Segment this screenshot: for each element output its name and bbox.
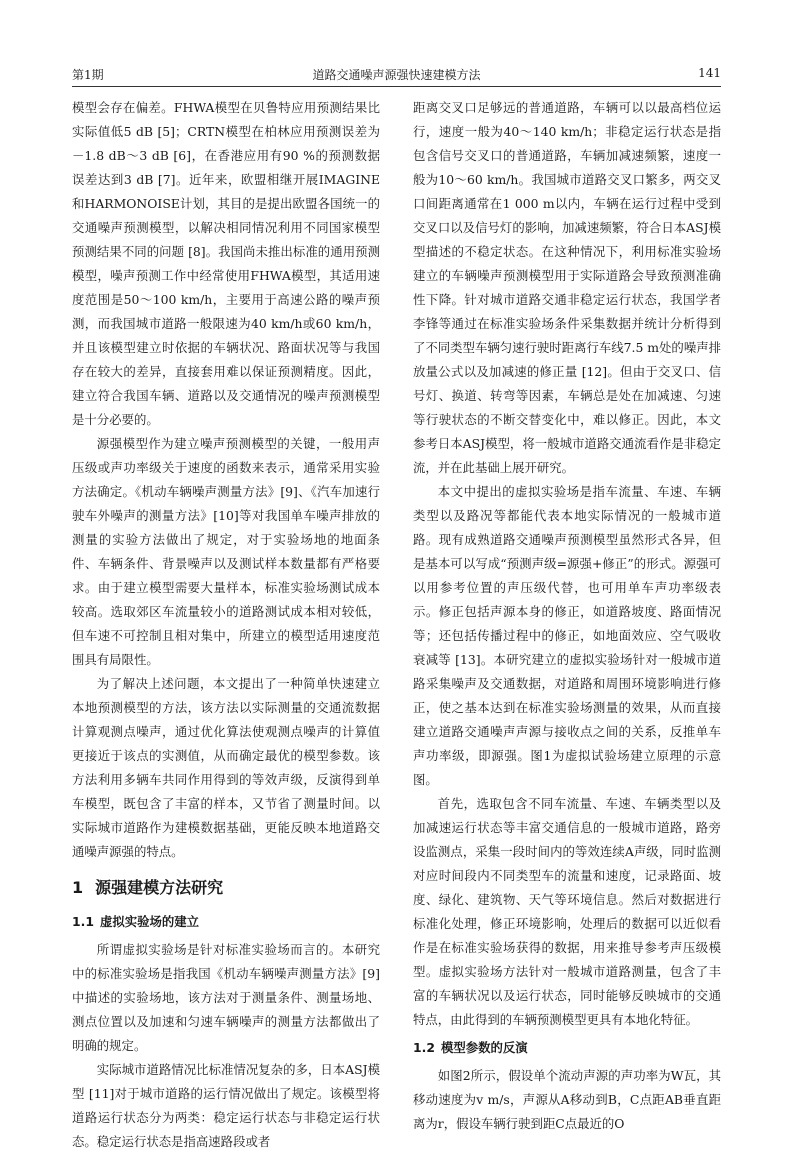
- paragraph: 首先，选取包含不同车流量、车速、车辆类型以及加减速运行状态等丰富交通信息的一般城市道路，路旁设监测点，采集一段时间内的等效连续A声级，同时监测对应时间段内不同类型车的流量和速度，记录路面、坡度、绿化、建筑物、天气等环境信息。然后对数据进行标准化处理，修正环境影响，处理后的数据可以近似看作是在标准实验场获得的数据，用来推导参考声压级模型。虚拟实验场方法针对一般城市道路测量，包含了丰富的车辆状况以及运行状态，同时能够反映城市的交通特点，由此得到的车辆预测模型更具有本地化特征。: [413, 796, 721, 1027]
- paragraph: 源强模型作为建立噪声预测模型的关键，一般用声压级或声功率级关于速度的函数来表示，通常采用实验方法确定。《机动车辆噪声测量方法》[9]、《汽车加速行驶车外噪声的测量方法》[10]等对我国单车噪声排放的测量的实验方法做出了规定，对于实验场地的地面条件、车辆条件、背景噪声以及测试样本数量都有严格要求。由于建立模型需要大量样本，标准实验场测试成本较高。选取郊区车流量较小的道路测试成本相对较低，但车速不可控制且相对集中，所建立的模型适用速度范围具有局限性。: [72, 436, 380, 667]
- section-heading: [72, 876, 380, 900]
- section-title: 源强建模方法研究: [95, 878, 224, 897]
- issue-number: 第1期: [72, 68, 104, 82]
- subsection-heading: [72, 910, 380, 934]
- subsection-number: 1.1: [72, 914, 94, 929]
- running-header: [72, 62, 721, 87]
- paragraph: 所谓虚拟实验场是针对标准实验场而言的。本研究中的标准实验场是指我国《机动车辆噪声测量方法》[9]中描述的实验场地，该方法对于测量条件、测量场地、测点位置以及加速和匀速车辆噪声的测量方法都做出了明确的规定。: [72, 942, 380, 1053]
- right-column: [413, 96, 721, 1136]
- subsection-title: 模型参数的反演: [440, 1040, 528, 1055]
- subsection-number: 1.2: [413, 1040, 435, 1055]
- paragraph: 距离交叉口足够远的普通道路，车辆可以以最高档位运行，速度一般为40～140 km/h；非稳定运行状态是指包含信号交叉口的普通道路，车辆加减速频繁，速度一般为10～60 km/h。我国城市道路交叉口繁多，两交叉口间距离通常在1 000 m以内，车辆在运行过程中受到交叉口以及信号灯的影响，加减速频繁，符合日本ASJ模型描述的不稳定状态。在这种情况下，利用标准实验场建立的车辆噪声预测模型用于实际道路会导致预测准确性下降。针对城市道路交通非稳定运行状态，我国学者李锋等通过在标准实验场条件采集数据并统计分析得到了不同类型车辆匀速行驶时距离行车线7.5 m处的噪声排放量公式以及加减速的修正量 [12]。但由于交叉口、信号灯、换道、转弯等因素，车辆总是处在加减速、匀速等行驶状态的不断交替变化中，难以修正。因此，本文参考日本ASJ模型，将一般城市道路交通流看作是非稳定流，并在此基础上展开研究。: [413, 100, 721, 475]
- section-number: 1: [72, 878, 84, 897]
- running-title: 道路交通噪声源强快速建模方法: [312, 68, 481, 82]
- page-number: 141: [698, 66, 721, 80]
- subsection-heading: [413, 1036, 721, 1060]
- left-column: [72, 96, 380, 1154]
- paragraph: 如图2所示，假设单个流动声源的声功率为W瓦，其移动速度为v m/s，声源从A移动到B，C点距AB垂直距离为r，假设车辆行驶到距C点最近的O: [413, 1068, 721, 1131]
- subsection-title: 虚拟实验场的建立: [99, 914, 200, 929]
- paragraph: 模型会存在偏差。FHWA模型在贝鲁特应用预测结果比实际值低5 dB [5]；CRTN模型在柏林应用预测误差为－1.8 dB～3 dB [6]，在香港应用有90 %的预测数据误差达到3 dB [7]。近年来，欧盟相继开展IMAGINE和HARMONOISE计划，其目的是提出欧盟各国统一的交通噪声预测模型，以解决相同情况利用不同国家模型预测结果不同的问题 [8]。我国尚未推出标准的通用预测模型，噪声预测工作中经常使用FHWA模型，其适用速度范围是50～100 km/h，主要用于高速公路的噪声预测，而我国城市道路一般限速为40 km/h或60 km/h，并且该模型建立时依据的车辆状况、路面状况等与我国存在较大的差异，直接套用难以保证预测精度。因此，建立符合我国车辆、道路以及交通情况的噪声预测模型是十分必要的。: [72, 100, 380, 427]
- paragraph: 为了解决上述问题，本文提出了一种简单快速建立本地预测模型的方法，该方法以实际测量的交通流数据计算观测点噪声，通过优化算法使观测点噪声的计算值更接近于该点的实测值，从而确定最优的模型参数。该方法利用多辆车共同作用得到的等效声级，反演得到单车模型，既包含了丰富的样本，又节省了测量时间。以实际城市道路作为建模数据基础，更能反映本地道路交通噪声源强的特点。: [72, 676, 380, 859]
- paragraph: 本文中提出的虚拟实验场是指车流量、车速、车辆类型以及路况等都能代表本地实际情况的一般城市道路。现有成熟道路交通噪声预测模型虽然形式各异，但是基本可以写成“预测声级=源强+修正”的形式。源强可以用参考位置的声压级代替，也可用单车声功率级表示。修正包括声源本身的修正，如道路坡度、路面情况等；还包括传播过程中的修正，如地面效应、空气吸收衰减等 [13]。本研究建立的虚拟实验场针对一般城市道路采集噪声及交通数据，对道路和周围环境影响进行修正，使之基本达到在标准实验场测量的效果，从而直接建立道路交通噪声声源与接收点之间的关系，反推单车声功率级，即源强。图1为虚拟试验场建立原理的示意图。: [413, 484, 721, 787]
- paragraph: 实际城市道路情况比标准情况复杂的多，日本ASJ模型 [11]对于城市道路的运行情况做出了规定。该模型将道路运行状态分为两类：稳定运行状态与非稳定运行状态。稳定运行状态是指高速路段或者: [72, 1062, 380, 1149]
